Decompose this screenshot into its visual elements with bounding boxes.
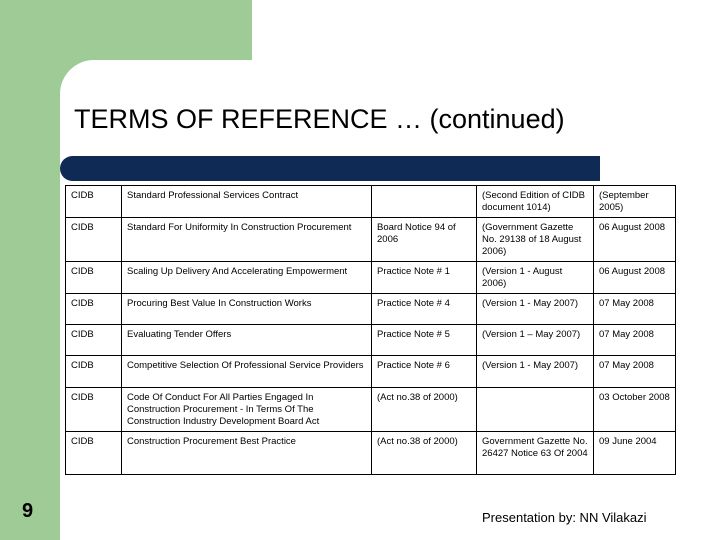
table-row [66,294,676,325]
table-cell: CIDB [66,325,122,356]
table-cell: Code Of Conduct For All Parties Engaged In Construction Procurement - In Terms Of The Construction Industry Development Board Act [122,388,372,432]
table-cell [477,388,594,432]
table-cell: (Second Edition of CIDB document 1014) [477,186,594,218]
table-cell: 07 May 2008 [594,356,676,388]
table-cell: Construction Procurement Best Practice [122,432,372,475]
presenter-footer: Presentation by: NN Vilakazi [482,510,647,525]
table-cell: 07 May 2008 [594,294,676,325]
table-cell: (Act no.38 of 2000) [372,432,477,475]
table-row [66,218,676,262]
table-cell: (Version 1 - May 2007) [477,356,594,388]
table-cell: Scaling Up Delivery And Accelerating Empowerment [122,262,372,294]
table-cell: (Version 1 – May 2007) [477,325,594,356]
table-cell: 09 June 2004 [594,432,676,475]
table-row [66,262,676,294]
table-cell: Practice Note # 1 [372,262,477,294]
table-row [66,325,676,356]
table-cell: CIDB [66,356,122,388]
table-cell: Practice Note # 4 [372,294,477,325]
table-cell: CIDB [66,388,122,432]
title-underline-bar [60,156,600,181]
table-cell: 03 October 2008 [594,388,676,432]
table-cell: Standard For Uniformity In Construction Procurement [122,218,372,262]
page-number: 9 [22,500,34,522]
table-cell: CIDB [66,432,122,475]
terms-table [65,185,676,475]
table-cell: Competitive Selection Of Professional Service Providers [122,356,372,388]
table-cell: Standard Professional Services Contract [122,186,372,218]
table-row [66,388,676,432]
table-row [66,432,676,475]
table-cell: CIDB [66,294,122,325]
table-cell: (Government Gazette No. 29138 of 18 August 2006) [477,218,594,262]
table-cell: (September 2005) [594,186,676,218]
table-cell: Practice Note # 5 [372,325,477,356]
table-cell: 06 August 2008 [594,218,676,262]
table-cell: 06 August 2008 [594,262,676,294]
table-cell: CIDB [66,186,122,218]
slide-title: TERMS OF REFERENCE … (continued) [74,104,565,134]
table-cell: Practice Note # 6 [372,356,477,388]
table-cell: (Version 1 - August 2006) [477,262,594,294]
table-cell: Government Gazette No. 26427 Notice 63 Of 2004 [477,432,594,475]
table-cell [372,186,477,218]
table-cell: 07 May 2008 [594,325,676,356]
table-row [66,356,676,388]
table-cell: (Version 1 - May 2007) [477,294,594,325]
table-cell: (Act no.38 of 2000) [372,388,477,432]
table-row [66,186,676,218]
table-cell: Board Notice 94 of 2006 [372,218,477,262]
table-cell: CIDB [66,262,122,294]
table-cell: Procuring Best Value In Construction Works [122,294,372,325]
table-cell: Evaluating Tender Offers [122,325,372,356]
table-cell: CIDB [66,218,122,262]
